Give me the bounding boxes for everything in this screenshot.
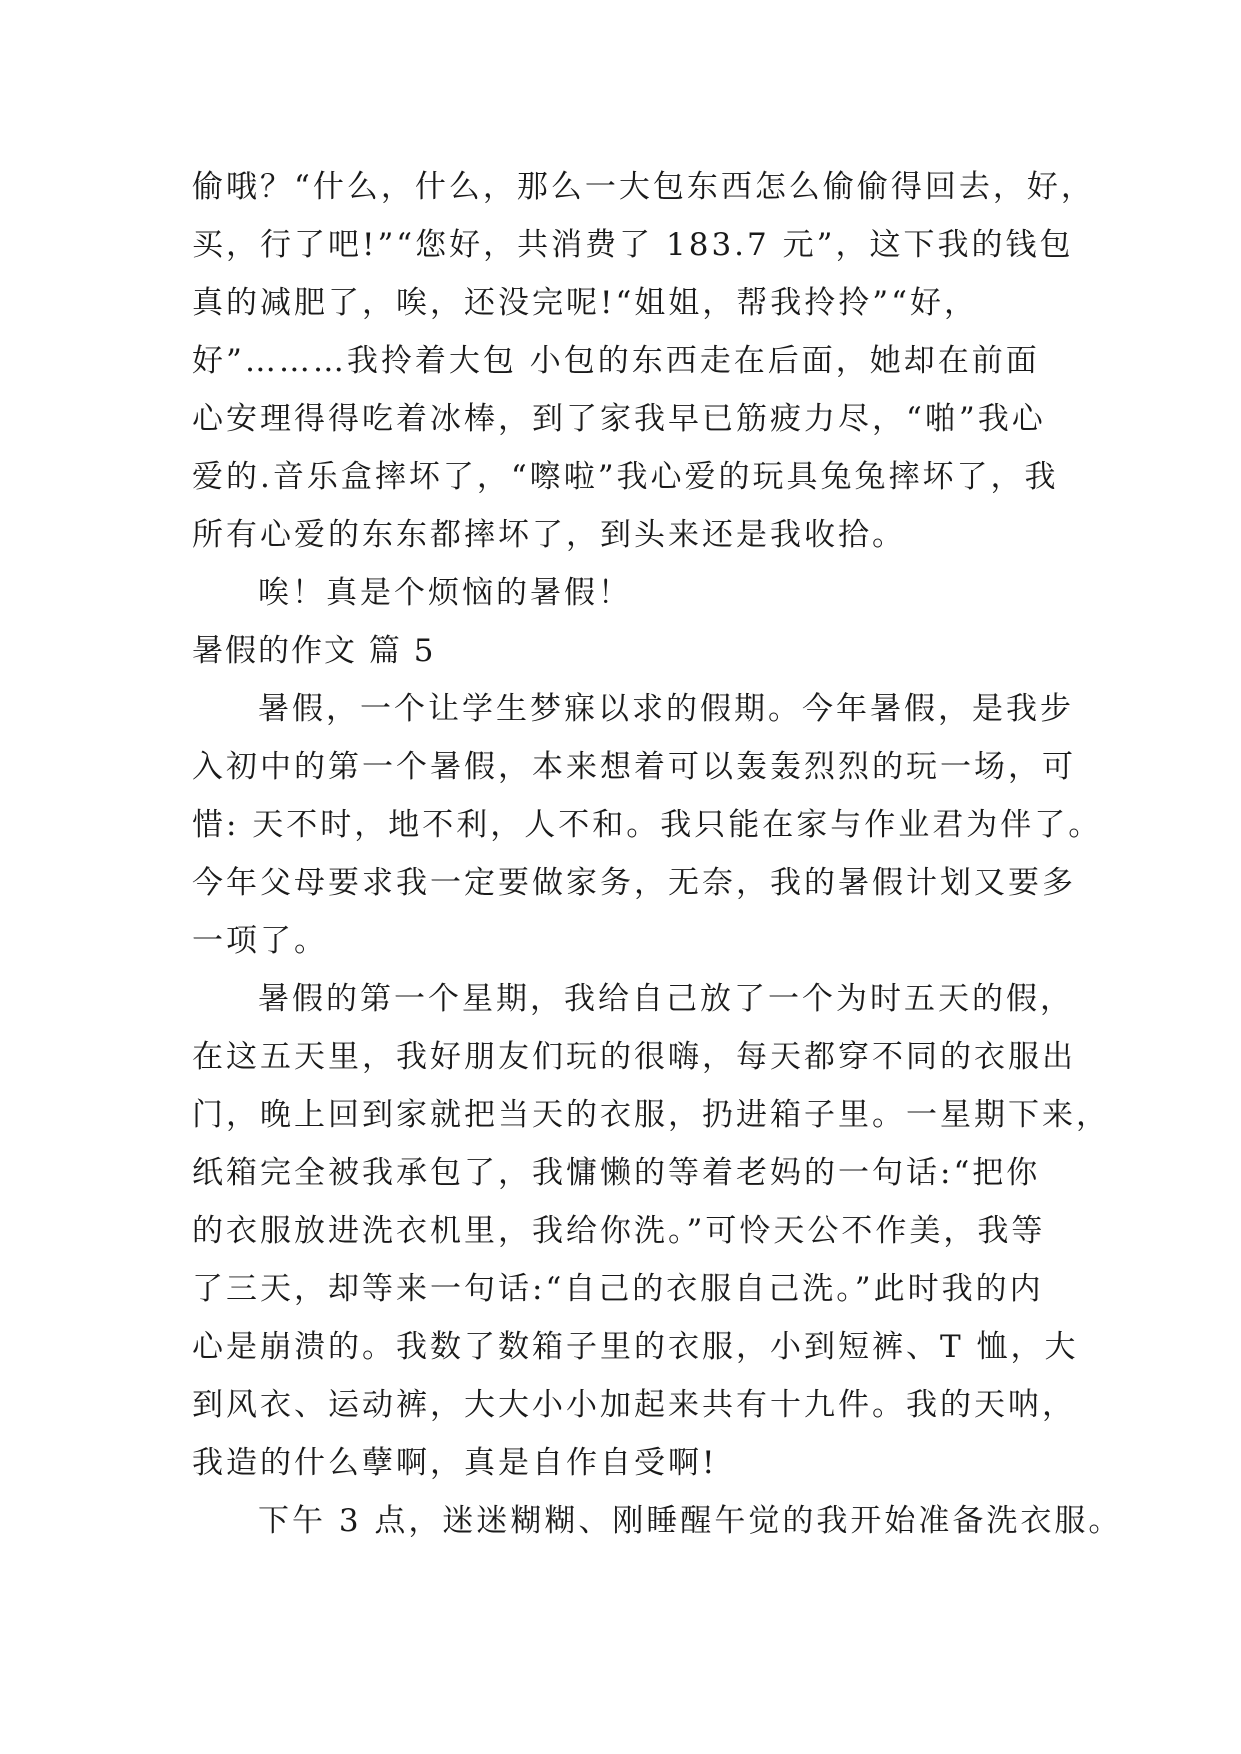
text-line: 在这五天里，我好朋友们玩的很嗨，每天都穿不同的衣服出 (192, 1039, 1076, 1075)
text-line: 偷哦？“什么，什么，那么一大包东西怎么偷偷得回去，好， (192, 169, 1095, 205)
text-line: 好”………我拎着大包 小包的东西走在后面，她却在前面 (192, 343, 1040, 379)
paragraph (192, 564, 1062, 622)
text-line: 唉！真是个烦恼的暑假！ (258, 575, 632, 611)
paragraph (192, 1492, 1123, 1550)
text-line: 买，行了吧!”“您好，共消费了 183.7 元”，这下我的钱包 (192, 227, 1074, 263)
text-line: 真的减肥了，唉，还没完呢!“姐姐，帮我拎拎”“好， (192, 285, 978, 321)
text-line: 今年父母要求我一定要做家务，无奈，我的暑假计划又要多 (192, 865, 1076, 901)
text-line: 爱的.音乐盒摔坏了，“嚓啦”我心爱的玩具兔兔摔坏了，我 (192, 459, 1059, 495)
text-line: 的衣服放进洗衣机里，我给你洗。”可怜天公不作美，我等 (192, 1213, 1046, 1249)
text-line: 心安理得得吃着冰棒，到了家我早已筋疲力尽，“啪”我心 (192, 401, 1046, 437)
text-line: 惜: 天不时，地不利，人不和。我只能在家与作业君为伴了。 (192, 807, 1103, 843)
text-line: 心是崩溃的。我数了数箱子里的衣服，小到短裤、T 恤，大 (192, 1329, 1079, 1365)
text-line: 纸箱完全被我承包了，我慵懒的等着老妈的一句话:“把你 (192, 1155, 1041, 1191)
paragraph (192, 680, 1103, 970)
text-line: 门，晚上回到家就把当天的衣服，扔进箱子里。一星期下来， (192, 1097, 1110, 1133)
text-line: 所有心爱的东东都摔坏了，到头来还是我收拾。 (192, 517, 906, 553)
text-line: 暑假的第一个星期，我给自己放了一个为时五天的假， (258, 981, 1074, 1017)
text-line: 了三天，却等来一句话:“自己的衣服自己洗。”此时我的内 (192, 1271, 1044, 1307)
paragraph (192, 970, 1110, 1492)
section-heading: 暑假的作文 篇 5 (192, 633, 436, 669)
text-line: 我造的什么孽啊，真是自作自受啊! (192, 1445, 718, 1481)
text-line: 下午 3 点，迷迷糊糊、刚睡醒午觉的我开始准备洗衣服。 (258, 1503, 1123, 1539)
document-body (192, 158, 1123, 1550)
text-line: 暑假，一个让学生梦寐以求的假期。今年暑假，是我步 (258, 691, 1074, 727)
text-line: 一项了。 (192, 923, 328, 959)
text-line: 到风衣、运动裤，大大小小加起来共有十九件。我的天呐， (192, 1387, 1076, 1423)
paragraph (192, 158, 1095, 564)
text-line: 入初中的第一个暑假，本来想着可以轰轰烈烈的玩一场，可 (192, 749, 1076, 785)
